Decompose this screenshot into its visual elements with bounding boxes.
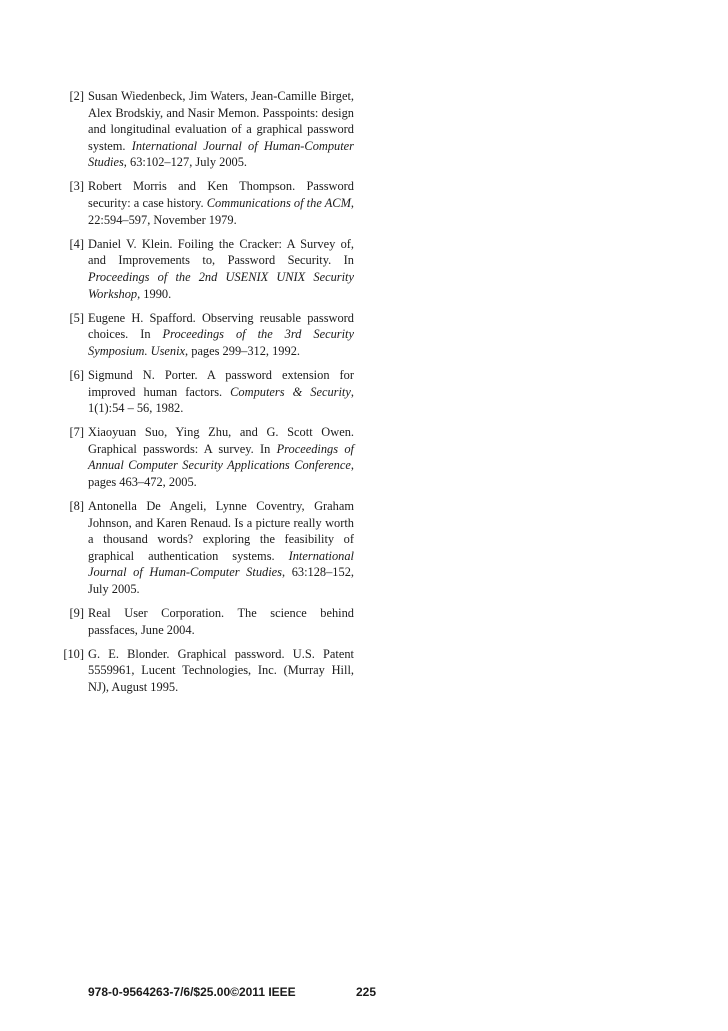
reference-item (58, 424, 354, 490)
reference-text: Susan Wiedenbeck, Jim Waters, Jean-Camille Birget, Alex Brodskiy, and Nasir Memon. Passpoints: design and longitudinal evaluation of a graphical password system. International Journal of Human-Computer Studies, 63:102–127, July 2005. (88, 89, 354, 170)
references-list (58, 88, 354, 703)
reference-number: [4] (69, 236, 84, 251)
reference-item (58, 88, 354, 171)
reference-number: [5] (69, 310, 84, 325)
reference-item (58, 605, 354, 638)
reference-number: [9] (69, 606, 84, 621)
reference-item (58, 498, 354, 598)
reference-number: [8] (69, 499, 84, 514)
footer-page-number: 225 (356, 985, 377, 999)
reference-number: [7] (69, 425, 84, 440)
reference-text: Real User Corporation. The science behind passfaces, June 2004. (88, 606, 354, 637)
reference-text: Eugene H. Spafford. Observing reusable password choices. In Proceedings of the 3rd Security Symposium. Usenix, pages 299–312, 1992. (88, 310, 354, 358)
reference-text: Daniel V. Klein. Foiling the Cracker: A Survey of, and Improvements to, Password Security. In Proceedings of the 2nd USENIX UNIX Security Workshop, 1990. (88, 236, 354, 301)
reference-number: [2] (69, 89, 84, 103)
reference-number: [6] (69, 367, 84, 382)
reference-item (58, 646, 354, 696)
reference-item (58, 236, 354, 302)
reference-item (58, 178, 354, 228)
reference-number: [3] (69, 179, 84, 194)
reference-item (58, 367, 354, 417)
reference-text: Sigmund N. Porter. A password extension for improved human factors. Computers & Security, 1(1):54 – 56, 1982. (88, 367, 354, 416)
reference-text: Antonella De Angeli, Lynne Coventry, Graham Johnson, and Karen Renaud. Is a picture really worth a thousand words? exploring the feasibility of graphical authentication systems. International Journal of Human-Computer Studies, 63:128–152, July 2005. (88, 499, 354, 597)
reference-text: G. E. Blonder. Graphical password. U.S. Patent 5559961, Lucent Technologies, Inc. (Murray Hill, NJ), August 1995. (88, 646, 354, 694)
footer-isbn: 978-0-9564263-7/6/$25.00©2011 IEEE (88, 985, 296, 999)
reference-text: Xiaoyuan Suo, Ying Zhu, and G. Scott Owen. Graphical passwords: A survey. In Proceedings of Annual Computer Security Applications Conference, pages 463–472, 2005. (88, 425, 354, 489)
reference-item (58, 310, 354, 360)
reference-text: Robert Morris and Ken Thompson. Password security: a case history. Communications of the ACM, 22:594–597, November 1979. (88, 179, 355, 227)
reference-number: [10] (63, 646, 84, 661)
